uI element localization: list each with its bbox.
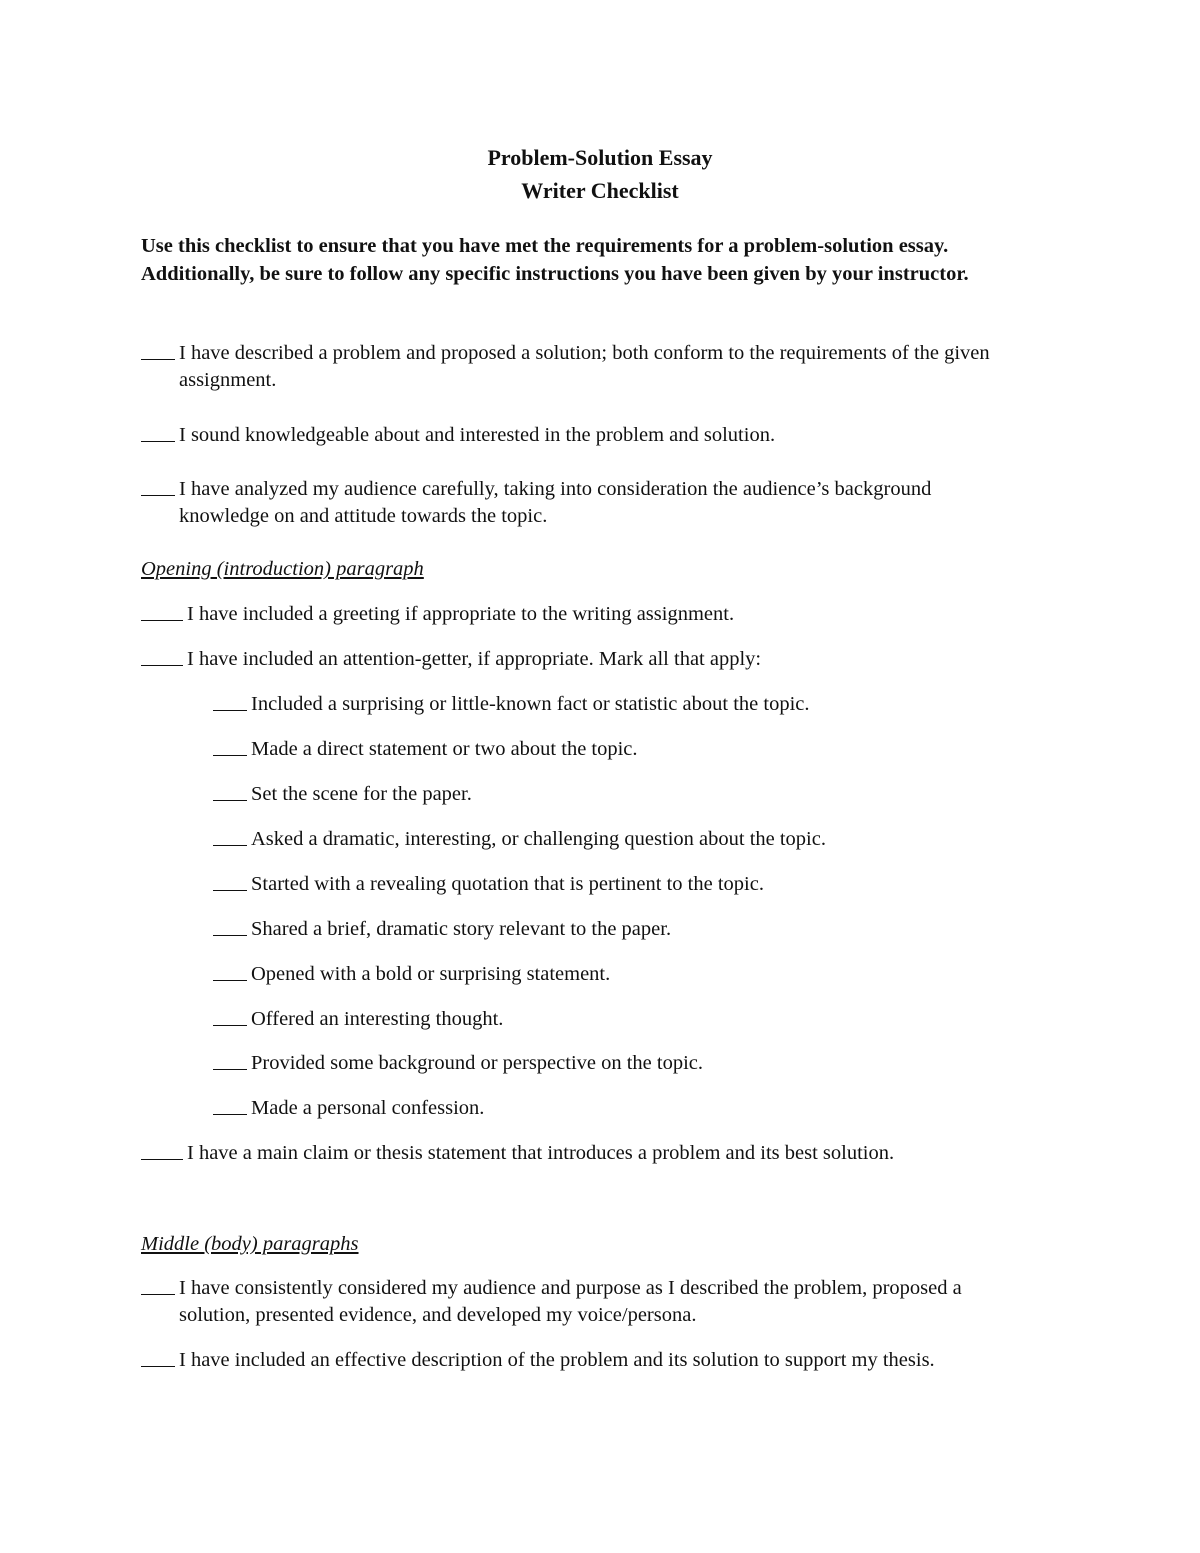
document-title: Problem-Solution Essay — [487, 145, 713, 170]
section-heading-middle: Middle (body) paragraphs — [141, 1233, 359, 1255]
checkbox-blank[interactable] — [213, 1095, 247, 1115]
option-text: Shared a brief, dramatic story relevant to the paper. — [251, 918, 672, 940]
checklist-item — [141, 1140, 1061, 1167]
checkbox-blank[interactable] — [213, 871, 247, 891]
checkbox-blank[interactable] — [213, 826, 247, 846]
attention-getter-option — [213, 826, 1113, 853]
checkbox-blank[interactable] — [213, 961, 247, 981]
attention-getter-option — [213, 691, 1113, 718]
attention-getter-option — [213, 1095, 1113, 1122]
checklist-item — [141, 422, 1041, 449]
checklist-item — [141, 476, 961, 530]
attention-getter-option — [213, 916, 1113, 943]
option-text: Opened with a bold or surprising statement. — [251, 963, 611, 985]
option-text: Offered an interesting thought. — [251, 1008, 504, 1030]
attention-getter-option — [213, 871, 1113, 898]
attention-getter-option — [213, 781, 1113, 808]
checklist-item-text: I have a main claim or thesis statement that introduces a problem and its best solution. — [187, 1142, 895, 1164]
checkbox-blank[interactable] — [213, 1006, 247, 1026]
option-text: Set the scene for the paper. — [251, 783, 472, 805]
checkbox-blank[interactable] — [213, 691, 247, 711]
checklist-item-text: I have included an effective description of the problem and its solution to support my thesis. — [179, 1349, 935, 1371]
checkbox-blank[interactable] — [213, 781, 247, 801]
checkbox-blank[interactable] — [141, 340, 175, 360]
checkbox-blank[interactable] — [141, 476, 175, 496]
document-subtitle: Writer Checklist — [521, 178, 679, 203]
checklist-item-text: I sound knowledgeable about and interested in the problem and solution. — [179, 424, 776, 446]
checkbox-blank[interactable] — [141, 601, 183, 621]
checkbox-blank[interactable] — [141, 1347, 175, 1367]
checkbox-blank[interactable] — [141, 1275, 175, 1295]
option-text: Made a personal confession. — [251, 1097, 485, 1119]
checklist-item — [141, 340, 1041, 394]
option-text: Started with a revealing quotation that is pertinent to the topic. — [251, 873, 764, 895]
checklist-item-text: I have consistently considered my audience and purpose as I described the problem, proposed a solution, presented evidence, and developed my voice/persona. — [179, 1277, 962, 1326]
checklist-item — [141, 1275, 1001, 1329]
attention-getter-option — [213, 1006, 1113, 1033]
checkbox-blank[interactable] — [141, 646, 183, 666]
intro-paragraph: Use this checklist to ensure that you have met the requirements for a problem-solution essay. Additionally, be sure to follow any specific instructions you have been given by your instructor. — [141, 235, 969, 285]
option-text: Included a surprising or little-known fact or statistic about the topic. — [251, 693, 810, 715]
option-text: Asked a dramatic, interesting, or challenging question about the topic. — [251, 828, 826, 850]
checkbox-blank[interactable] — [141, 422, 175, 442]
attention-getter-option — [213, 736, 1113, 763]
attention-getter-option — [213, 1050, 1113, 1077]
checkbox-blank[interactable] — [141, 1140, 183, 1160]
option-text: Made a direct statement or two about the topic. — [251, 738, 638, 760]
checkbox-blank[interactable] — [213, 736, 247, 756]
checklist-item-text: I have included an attention-getter, if appropriate. Mark all that apply: — [187, 648, 762, 670]
section-heading-opening: Opening (introduction) paragraph — [141, 558, 424, 580]
checklist-item — [141, 1347, 1081, 1374]
checklist-item-text: I have described a problem and proposed a solution; both conform to the requirements of the given assignment. — [179, 342, 990, 391]
checkbox-blank[interactable] — [213, 1050, 247, 1070]
checklist-item — [141, 601, 1061, 628]
checklist-item-text: I have analyzed my audience carefully, taking into consideration the audience’s background knowledge on and attitude towards the topic. — [179, 478, 932, 527]
checklist-item-text: I have included a greeting if appropriate to the writing assignment. — [187, 603, 735, 625]
checkbox-blank[interactable] — [213, 916, 247, 936]
option-text: Provided some background or perspective on the topic. — [251, 1052, 704, 1074]
attention-getter-option — [213, 961, 1113, 988]
checklist-item — [141, 646, 1061, 673]
